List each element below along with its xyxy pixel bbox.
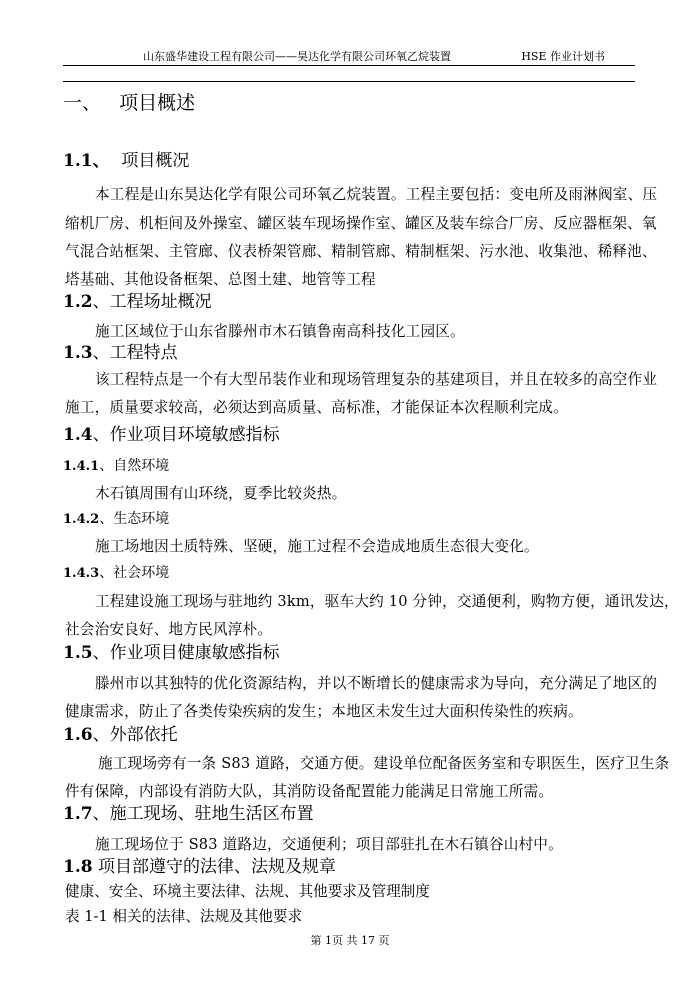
section-title: 项目概述 — [119, 92, 196, 114]
heading-1-6 — [63, 720, 178, 745]
heading-number: 1.3 — [63, 343, 93, 363]
heading-number: 1.5 — [63, 643, 93, 663]
heading-title: 项目部遵守的法律、法规及规章 — [92, 857, 336, 877]
paragraph-line: 本工程是山东昊达化学有限公司环氧乙烷装置。工程主要包括：变电所及雨淋阀室、压 — [95, 186, 658, 203]
heading-number: 1.2 — [63, 292, 93, 312]
paragraph-line: 缩机厂房、机柜间及外操室、罐区装车现场操作室、罐区及装车综合厂房、反应器框架、氧 — [65, 215, 657, 232]
heading-1-4-1 — [63, 455, 169, 475]
page-header — [63, 48, 635, 66]
paragraph-line: 件有保障，内部设有消防大队，其消防设备配置能力能满足日常施工所需。 — [65, 783, 554, 800]
heading-number: 1.4.2 — [63, 512, 100, 527]
heading-1-4 — [63, 420, 280, 445]
heading-number: 1.6 — [63, 725, 93, 745]
heading-title: 、工程特点 — [92, 343, 178, 363]
heading-title: 、外部依托 — [92, 725, 178, 745]
heading-1-8 — [63, 852, 336, 877]
heading-number: 1.4.1 — [63, 459, 100, 474]
heading-1-4-3 — [63, 562, 169, 582]
heading-1-3 — [63, 338, 178, 363]
paragraph-line: 健康、安全、环境主要法律、法规、其他要求及管理制度 — [65, 883, 430, 900]
heading-title: 、社会环境 — [99, 565, 170, 581]
header-rule-secondary — [63, 81, 635, 82]
heading-1-7 — [63, 799, 314, 824]
heading-1-2 — [63, 287, 212, 312]
paragraph-line: 工程建设施工现场与驻地约 3km，驱车大约 10 分钟，交通便利，购物方便，通讯发达， — [95, 593, 679, 610]
page-footer: 第 1页 共 17 页 — [310, 934, 390, 947]
heading-title: 、作业项目环境敏感指标 — [92, 425, 280, 445]
paragraph-line: 塔基础、其他设备框架、总图土建、地管等工程 — [65, 271, 376, 288]
heading-1-1 — [63, 146, 189, 171]
heading-1-5 — [63, 638, 280, 663]
heading-number: 1.4.3 — [63, 566, 100, 581]
header-title: 山东盛华建设工程有限公司——昊达化学有限公司环氧乙烷装置 — [143, 50, 451, 63]
paragraph-line: 施工场地因土质特殊、坚硬，施工过程不会造成地质生态很大变化。 — [95, 538, 539, 555]
paragraph-line: 施工区域位于山东省滕州市木石镇鲁南高科技化工园区。 — [95, 323, 465, 340]
heading-number: 1.7 — [63, 804, 93, 824]
header-doc-type: HSE 作业计划书 — [521, 50, 605, 63]
paragraph-line: 该工程特点是一个有大型吊装作业和现场管理复杂的基建项目，并且在较多的高空作业 — [95, 371, 658, 388]
paragraph-line: 施工现场位于 S83 道路边，交通便利；项目部驻扎在木石镇谷山村中。 — [95, 836, 563, 853]
paragraph-line: 气混合站框架、主管廊、仪表桥架管廊、精制管廊、精制框架、污水池、收集池、稀释池、 — [65, 243, 657, 260]
paragraph-line: 滕州市以其独特的优化资源结构，并以不断增长的健康需求为导向，充分满足了地区的 — [95, 675, 658, 692]
header-rule — [63, 65, 635, 66]
section-1-heading — [63, 88, 195, 115]
paragraph-line: 施工现场旁有一条 S83 道路，交通方便。建设单位配备医务室和专职医生，医疗卫生条 — [98, 755, 670, 772]
paragraph-line: 社会治安良好、地方民风淳朴。 — [65, 621, 273, 638]
heading-1-4-2 — [63, 508, 169, 528]
paragraph-line: 木石镇周围有山环绕，夏季比较炎热。 — [95, 485, 347, 502]
heading-title: 、施工现场、驻地生活区布置 — [92, 804, 314, 824]
heading-title: 、生态环境 — [99, 511, 170, 527]
paragraph-line: 健康需求，防止了各类传染疾病的发生；本地区未发生过大面积传染性的疾病。 — [65, 703, 583, 720]
heading-title: 、自然环境 — [99, 458, 170, 474]
paragraph-line: 施工，质量要求较高，必须达到高质量、高标准，才能保证本次程顺利完成。 — [65, 399, 568, 416]
heading-number: 1.1、 — [63, 151, 110, 171]
heading-number: 1.4 — [63, 425, 93, 445]
heading-title: 、作业项目健康敏感指标 — [92, 643, 280, 663]
section-number: 一、 — [63, 92, 102, 114]
table-caption: 表 1-1 相关的法律、法规及其他要求 — [65, 908, 303, 925]
heading-title: 项目概况 — [121, 151, 190, 171]
heading-number: 1.8 — [63, 857, 93, 877]
heading-title: 、工程场址概况 — [92, 292, 212, 312]
